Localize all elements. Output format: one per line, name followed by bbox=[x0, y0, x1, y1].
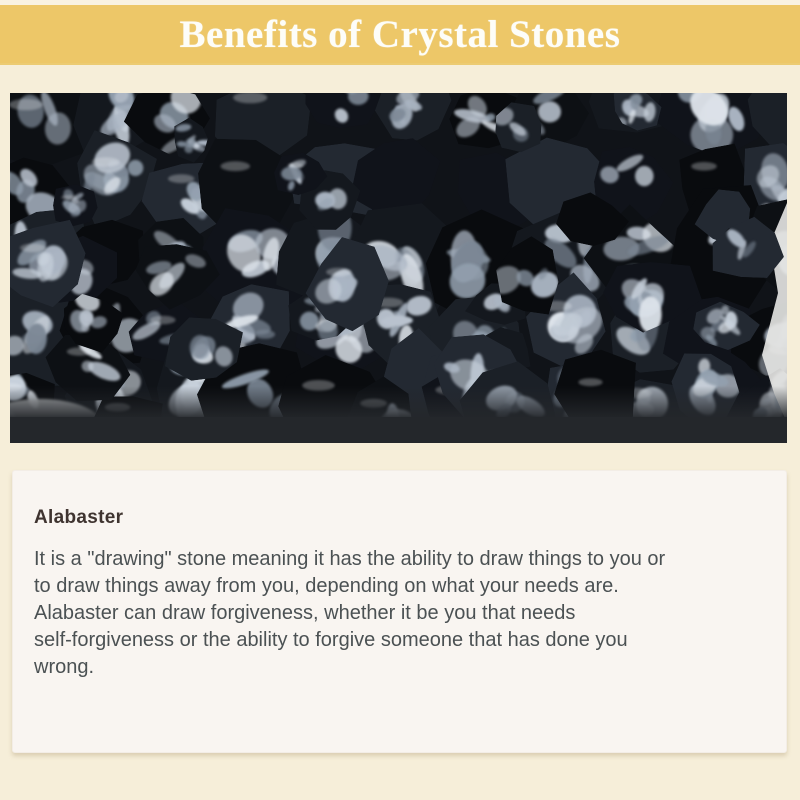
description-line-5: wrong. bbox=[34, 656, 95, 678]
stones-illustration bbox=[10, 93, 787, 443]
stone-description bbox=[34, 546, 765, 681]
title-banner bbox=[0, 5, 800, 65]
description-line-4: self-forgiveness or the ability to forgive someone that has done you bbox=[34, 629, 628, 651]
description-line-2: to draw things away from you, depending on what your needs are. bbox=[34, 575, 619, 597]
description-line-1: It is a "drawing" stone meaning it has the ability to draw things to you or bbox=[34, 548, 666, 570]
page-title: Benefits of Crystal Stones bbox=[179, 12, 621, 56]
snowflake-obsidian-photo bbox=[10, 93, 787, 443]
stone-name-heading: Alabaster bbox=[34, 507, 124, 528]
description-line-3: Alabaster can draw forgiveness, whether it be you that needs bbox=[34, 602, 576, 624]
stone-info-card bbox=[12, 470, 787, 753]
